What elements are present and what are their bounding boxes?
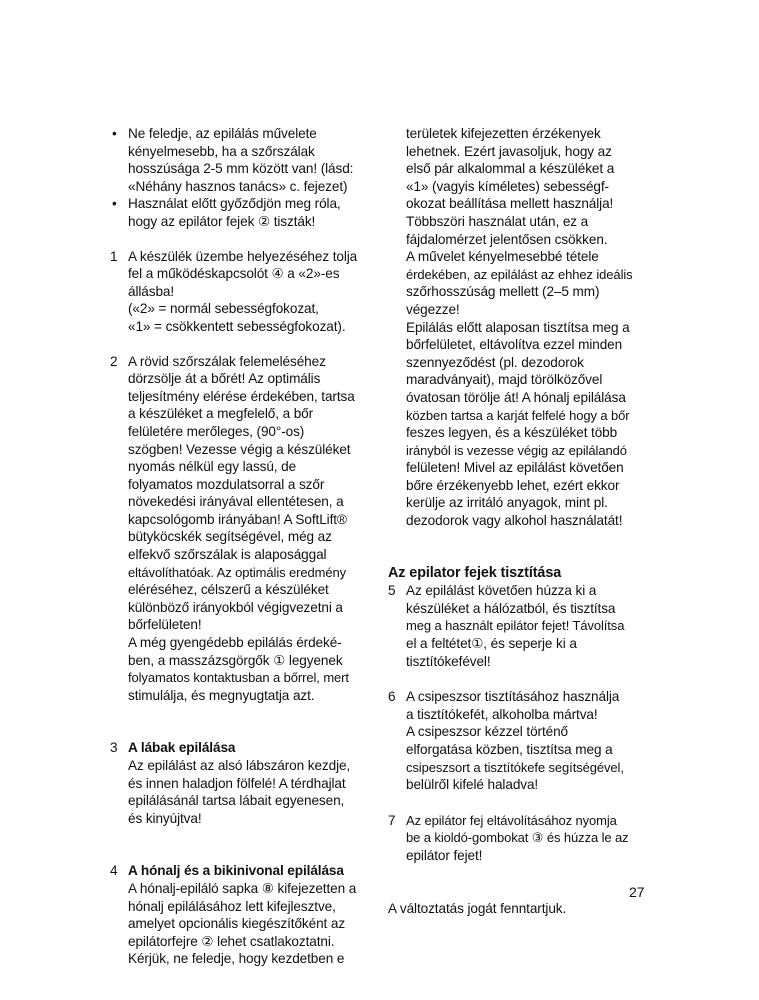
text-line: kerülje az irritáló anyagok, mint pl. [406, 495, 608, 511]
text-line: meg a használt epilátor fejet! Távolítsa [406, 618, 625, 634]
text-line: («2» = normál sebességfokozat, [128, 301, 319, 317]
text-line: végezze! [406, 301, 460, 317]
text-line: tisztítókefével! [406, 653, 491, 669]
step-title: A lábak epilálása [128, 740, 236, 756]
text-line: különböző irányokból végigvezetni a [128, 599, 343, 615]
text-line: érdekében, az epilálást az ehhez ideális [406, 266, 633, 282]
step-number: 5 [388, 583, 396, 599]
text-line: fájdalomérzet jelentősen csökken. [406, 231, 608, 247]
step-4-continued [388, 125, 650, 530]
text-line: óvatosan törölje át! A hónalj epilálása [406, 389, 626, 405]
text-line: közben tartsa a karját felfelé hogy a bőr [406, 407, 630, 423]
text-line: kapcsológomb irányában! A SoftLift® [128, 511, 347, 527]
text-line: kényelmesebb, ha a szőrszálak [128, 143, 315, 159]
text-line: Az epilátor fej eltávolításához nyomja [406, 812, 617, 828]
step-5 [388, 582, 650, 670]
text-line: A rövid szőrszálak felemeléséhez [128, 353, 326, 369]
footer-note: A változtatás jogát fenntartjuk. [388, 900, 567, 916]
step-1 [110, 248, 370, 336]
text-line: hosszúsága 2-5 mm között van! (lásd: [128, 161, 354, 177]
text-line: növekedési irányával ellentétesen, a [128, 494, 344, 510]
text-line: Többszöri használat után, ez a [406, 213, 589, 229]
text-line: szennyeződést (pl. dezodorok [406, 354, 584, 370]
bullet-item-clean-heads [110, 195, 370, 230]
section-heading: Az epilator fejek tisztítása [388, 564, 562, 581]
step-number: 4 [110, 863, 118, 879]
text-line: és kinyújtva! [128, 810, 202, 826]
text-line: feszes legyen, és a készüléket több [406, 425, 618, 441]
text-line: és innen haladjon fölfelé! A térdhajlat [128, 775, 346, 791]
text-line: bőre érzékenyebb lehet, ezért ekkor [406, 477, 620, 493]
text-line: epilátorfejre ② lehet csatlakoztatni. [128, 933, 335, 949]
text-line: epilálásánál tartsa lábait egyenesen, [128, 793, 345, 809]
text-line: irányból is vezesse végig az epilálandó [406, 442, 627, 458]
step-number: 3 [110, 740, 118, 756]
step-number: 1 [110, 248, 118, 264]
text-line: A csipeszsor tisztításához használja [406, 689, 620, 705]
page-number: 27 [629, 884, 645, 900]
text-line: «Néhány hasznos tanács» c. fejezet) [128, 178, 348, 194]
text-line: első pár alkalommal a készüléket a [406, 161, 615, 177]
text-line: hónalj epilálásához lett kifejlesztve, [128, 898, 336, 914]
left-column [110, 125, 370, 968]
text-line: lehetnek. Ezért javasoljuk, hogy az [406, 143, 612, 159]
text-line: területek kifejezetten érzékenyek [406, 126, 601, 141]
text-line: szögben! Vezesse végig a készüléket [128, 441, 351, 457]
text-line: be a kioldó-gombokat ③ és húzza le az [406, 830, 629, 846]
text-line: állásba! [128, 283, 175, 299]
step-title: A hónalj és a bikinivonal epilálása [128, 863, 344, 879]
text-line: okozat beállítása mellett használja! [406, 196, 614, 212]
text-line: a tisztítókefét, alkoholba mártva! [406, 706, 598, 722]
text-line: szőrhosszúság mellett (2–5 mm) [406, 284, 600, 300]
text-line: el a feltétet①, és seperje ki a [406, 636, 577, 652]
text-line: készüléket a hálózatból, és tisztítsa [406, 600, 616, 616]
text-line: elforgatása közben, tisztítsa meg a [406, 742, 613, 757]
text-line: maradványait), majd törölközővel [406, 372, 603, 388]
step-number: 2 [110, 353, 118, 369]
text-line: bőrfelületen! [128, 617, 202, 633]
text-line: stimulálja, és megnyugtatja azt. [128, 687, 315, 703]
bullet-mark: • [112, 126, 117, 141]
text-line: fel a működéskapcsolót ④ a «2»-es [128, 266, 340, 282]
text-line: ben, a masszázsgörgők ① legyenek [128, 652, 343, 668]
text-line: folyamatos mozdulatsorral a szőr [128, 476, 325, 492]
step-2 [110, 353, 370, 705]
text-line: Használat előtt győződjön meg róla, [128, 196, 341, 212]
step-number: 7 [388, 812, 396, 828]
text-line: «1» (vagyis kíméletes) sebességf- [406, 178, 609, 194]
step-6 [388, 688, 650, 794]
text-line: A csipeszsor kézzel történő [406, 724, 569, 740]
text-line: A művelet kényelmesebbé tétele [406, 249, 599, 265]
bullet-item-hair-length [110, 125, 370, 195]
text-line: csipeszsort a tisztítókefe segítségével, [406, 759, 624, 775]
text-line: Az epilálást az alsó lábszáron kezdje, [128, 758, 351, 773]
text-line: belülről kifelé haladva! [406, 777, 539, 793]
text-line: eltávolíthatóak. Az optimális eredmény [128, 564, 347, 580]
text-line: teljesítmény elérése érdekében, tartsa [128, 388, 355, 404]
text-line: Az epilálást követően húzza ki a [406, 583, 597, 599]
text-line: dezodorok vagy alkohol használatát! [406, 513, 623, 529]
text-line: A készülék üzembe helyezéséhez tolja [128, 248, 358, 264]
step-number: 6 [388, 689, 396, 705]
text-line: elfekvő szőrszálak is alaposággal [128, 547, 327, 563]
text-line: A hónalj-epiláló sapka ⑧ kifejezetten a [128, 880, 357, 896]
text-line: Ne feledje, az epilálás művelete [128, 126, 317, 141]
text-line: bütyköcskék segítségével, még az [128, 529, 332, 545]
text-line: felületére merőleges, (90°-os) [128, 423, 305, 439]
step-7 [388, 812, 650, 865]
text-line: bőrfelületet, eltávolítva ezzel minden [406, 337, 623, 353]
text-line: «1» = csökkentett sebességfokozat). [128, 318, 346, 334]
step-4 [110, 862, 370, 968]
text-line: Kérjük, ne feledje, hogy kezdetben e [128, 951, 345, 967]
text-line: felületen! Mivel az epilálást követően [406, 460, 624, 476]
text-line: hogy az epilátor fejek ② tiszták! [128, 213, 316, 229]
text-line: folyamatos kontaktusban a bőrrel, mert [128, 670, 349, 686]
step-3 [110, 739, 370, 827]
text-line: eléréséhez, célszerű a készüléket [128, 582, 329, 598]
text-line: A még gyengédebb epilálás érdeké- [128, 635, 342, 651]
bullet-mark: • [112, 196, 117, 212]
text-line: epilátor fejet! [406, 847, 483, 863]
right-column [388, 125, 650, 917]
text-line: nyomás nélkül egy lassú, de [128, 459, 297, 475]
text-line: amelyet opcionális kiegészítőként az [128, 916, 346, 932]
text-line: a készüléket a megfelelő, a bőr [128, 406, 314, 422]
text-line: Epilálás előtt alaposan tisztítsa meg a [406, 319, 630, 335]
text-line: dörzsölje át a bőrét! Az optimális [128, 371, 321, 387]
